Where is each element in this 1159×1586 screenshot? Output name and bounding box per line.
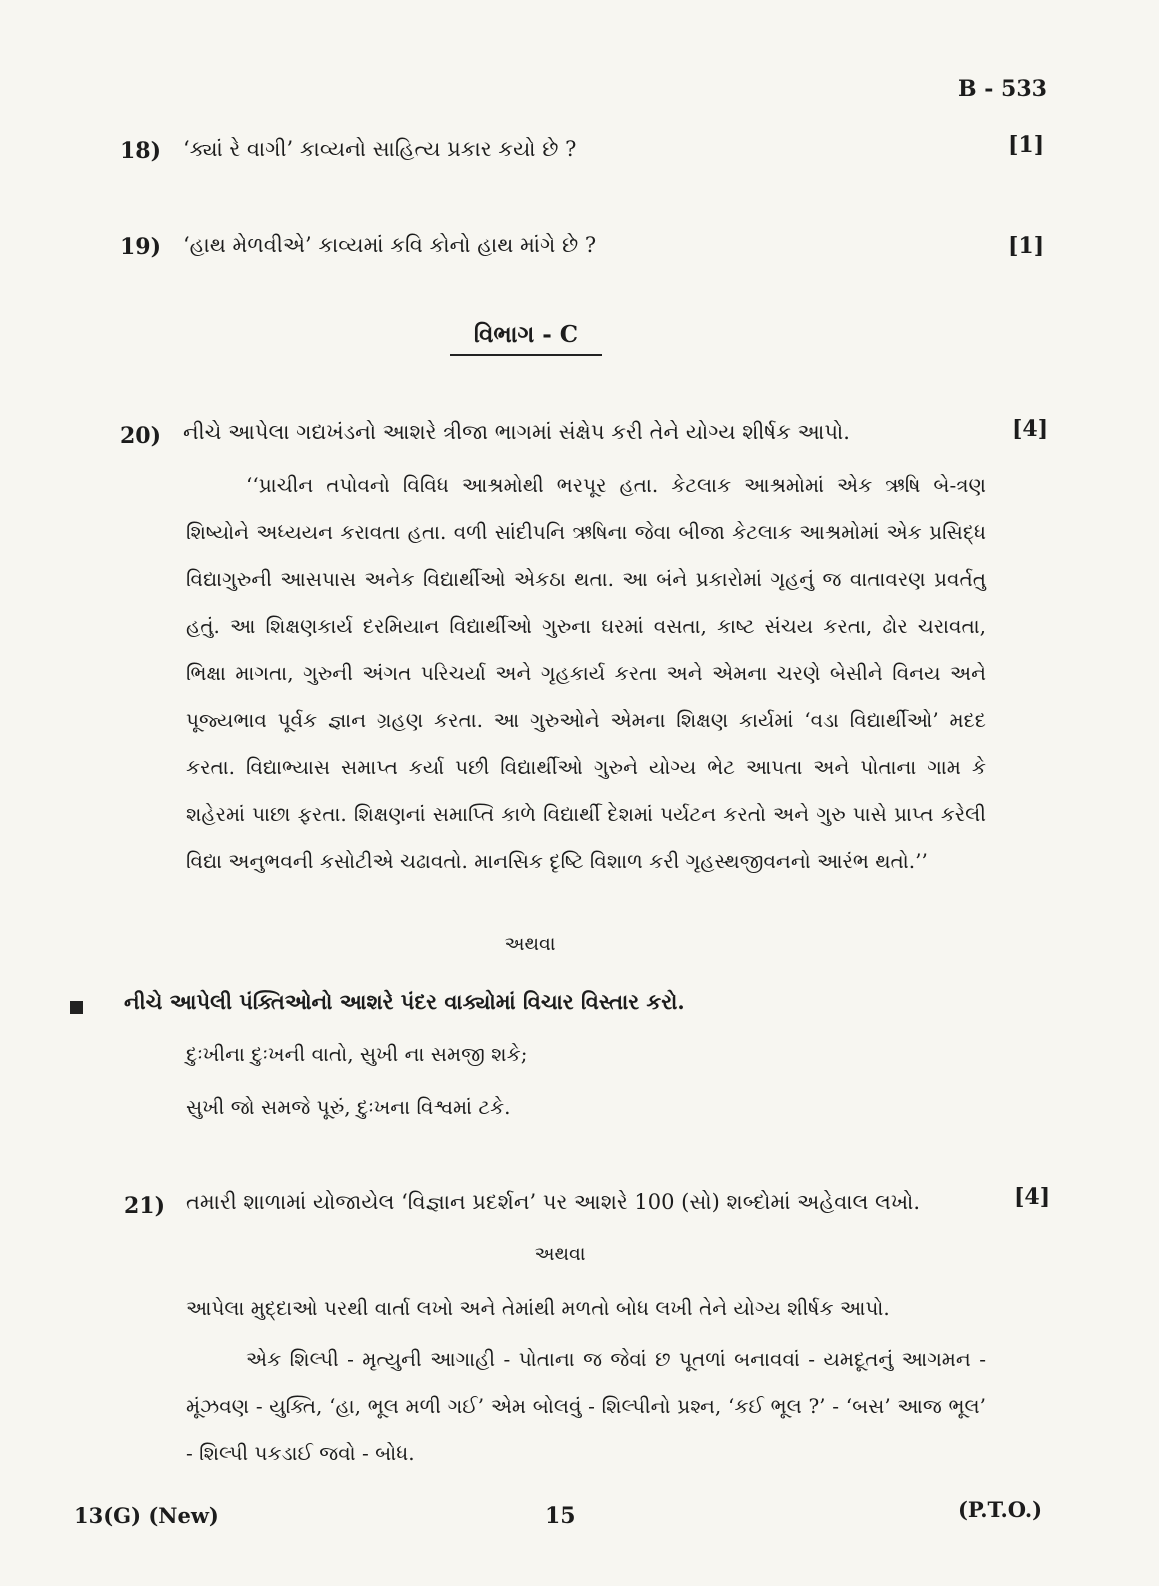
passage: ‘‘પ્રાચીન તપોવનો વિવિધ આશ્રમોથી ભરપૂર હતા. કેટલાક આશ્રમોમાં એક ઋષિ બે-ત્રણ શિષ્યોને અધ્યયન કરાવતા હતા. વળી સાંદીપનિ ઋષિના જેવા બીજા કેટલાક આશ્રમોમાં એક પ્રસિદ્ધ વિદ્યાગુરુની આસપાસ અનેક વિદ્યાર્થીઓ એકઠા થતા. આ બંને પ્રકારોમાં ગૃહનું જ વાતાવરણ પ્રવર્તતુ હતું. આ શિક્ષણકાર્ય દરમિયાન વિદ્યાર્થીઓ ગુરુના ઘરમાં વસતા, કાષ્ટ સંચય કરતા, ઢોર ચરાવતા, ભિક્ષા માગતા, ગુરુની અંગત પરિચર્યા અને ગૃહકાર્ય કરતા અને એમના ચરણે બેસીને વિનય અને પૂજ્યભાવ પૂર્વક જ્ઞાન ગ્રહણ કરતા. આ ગુરુઓને એમના શિક્ષણ કાર્યમાં ‘વડા વિદ્યાર્થીઓ’ મદદ કરતા. વિદ્યાભ્યાસ સમાપ્ત કર્યા પછી વિદ્યાર્થીઓ ગુરુને યોગ્ય ભેટ આપતા અને પોતાના ગામ કે શહેરમાં પાછા ફરતા. શિક્ષણનાં સમાપ્તિ કાળે વિદ્યાર્થી દેશમાં પર્યટન કરતો અને ગુરુ પાસે પ્રાપ્ત કરેલી વિદ્યા અનુભવની કસોટીએ ચઢાવતો. માનસિક દૃષ્ટિ વિશાળ કરી ગૃહસ્થજીવનનો આરંભ થતો.’’ xyxy=(186,473,986,873)
alt-instruction: નીચે આપેલી પંક્તિઓનો આશરે પંદર વાક્યોમાં વિચાર વિસ્તાર કરો. xyxy=(124,989,685,1014)
story-points: એક શિલ્પી - મૃત્યુની આગાહી - પોતાના જ જેવાં છ પૂતળાં બનાવવાં - યમદૂતનું આગમન - મૂંઝવણ - યુક્તિ, ‘હા, ભૂલ મળી ગઈ’ એમ બોલવું - શિલ્પીનો પ્રશ્ન, ‘કઈ ભૂલ ?’ - ‘બસ’ આજ ભૂલ’ - શિલ્પી પકડાઈ જવો - બોધ. xyxy=(186,1347,986,1465)
question-text: ‘ક્યાં રે વાગી’ કાવ્યનો સાહિત્ય પ્રકાર કયો છે ? xyxy=(183,137,577,161)
verse-line: દુઃખીના દુઃખની વાતો, સુખી ના સમજી શકે; xyxy=(186,1042,528,1066)
question-marks: [1] xyxy=(1008,233,1045,259)
bullet-square-icon xyxy=(70,1001,83,1014)
pto-label: (P.T.O.) xyxy=(958,1497,1043,1522)
question-number: 19) xyxy=(120,234,162,260)
question-marks: [1] xyxy=(1008,132,1045,158)
question-number: 20) xyxy=(120,423,162,449)
page-number: 15 xyxy=(545,1503,576,1529)
footer-code: 13(G) (New) xyxy=(74,1503,219,1528)
question-text: ‘હાથ મેળવીએ’ કાવ્યમાં કવિ કોનો હાથ માંગે છે ? xyxy=(183,233,597,257)
or-label: અથવા xyxy=(504,933,556,955)
verse-line: સુખી જો સમજે પૂરું, દુઃખના વિશ્વમાં ટકે. xyxy=(186,1095,511,1119)
question-instruction: તમારી શાળામાં યોજાયેલ ‘વિજ્ઞાન પ્રદર્શન’ પર આશરે 100 (સો) શબ્દોમાં અહેવાલ લખો. xyxy=(186,1190,921,1214)
alt-instruction: આપેલા મુદ્દાઓ પરથી વાર્તા લખો અને તેમાંથી મળતો બોધ લખી તેને યોગ્ય શીર્ષક આપો. xyxy=(186,1296,890,1320)
question-number: 18) xyxy=(120,138,162,164)
question-marks: [4] xyxy=(1012,416,1049,442)
section-title: વિભાગ - C xyxy=(450,321,602,356)
or-label: અથવા xyxy=(534,1243,586,1265)
question-number: 21) xyxy=(124,1193,166,1219)
question-instruction: નીચે આપેલા ગદ્યખંડનો આશરે ત્રીજા ભાગમાં સંક્ષેપ કરી તેને યોગ્ય શીર્ષક આપો. xyxy=(183,420,850,444)
question-marks: [4] xyxy=(1014,1184,1051,1210)
paper-code: B - 533 xyxy=(958,76,1047,102)
